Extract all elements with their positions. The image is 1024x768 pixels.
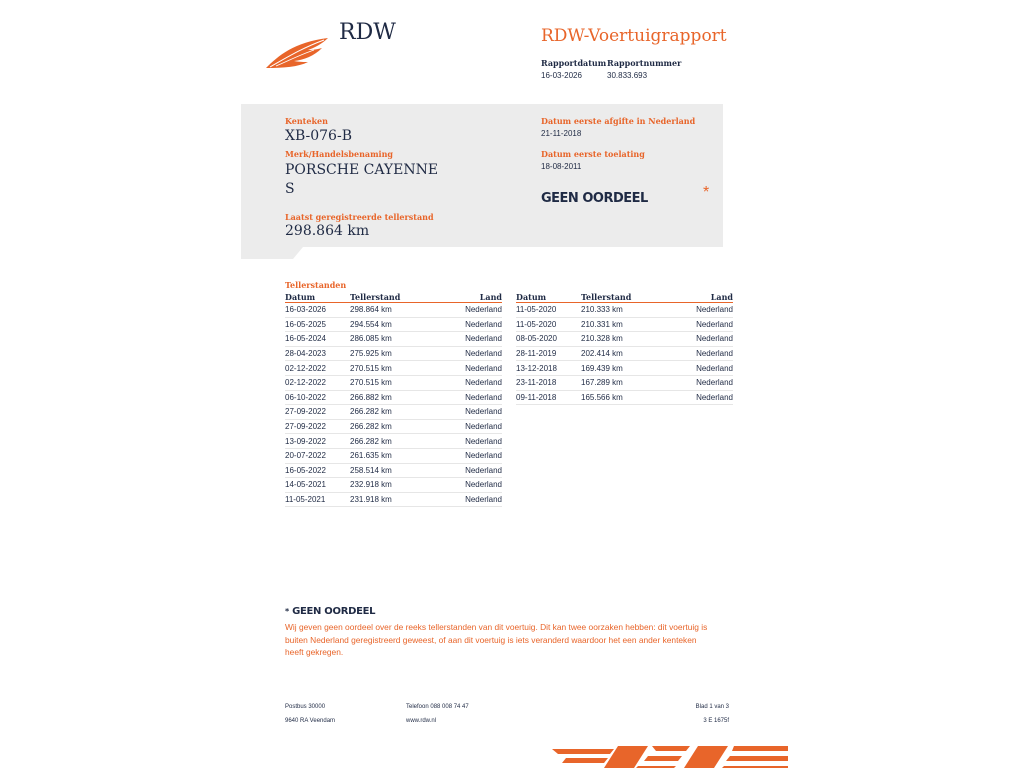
report-date-value: 16-03-2026 bbox=[541, 71, 582, 80]
cell-country: Nederland bbox=[696, 334, 733, 344]
cell-country: Nederland bbox=[465, 349, 502, 359]
make-label: Merk/Handelsbenaming bbox=[285, 149, 394, 159]
cell-country: Nederland bbox=[465, 407, 502, 417]
cell-odometer: 261.635 km bbox=[350, 451, 392, 461]
report-date-label: Rapportdatum bbox=[541, 58, 607, 68]
odometer-label: Laatst geregistreerde tellerstand bbox=[285, 212, 434, 222]
odometer-table-left bbox=[285, 292, 502, 507]
cell-country: Nederland bbox=[696, 319, 733, 329]
table-row bbox=[516, 376, 733, 391]
cell-country: Nederland bbox=[465, 465, 502, 475]
cell-odometer: 210.333 km bbox=[581, 305, 623, 315]
cell-odometer: 270.515 km bbox=[350, 378, 392, 388]
cell-date: 16-05-2025 bbox=[285, 319, 326, 329]
cell-odometer: 167.289 km bbox=[581, 378, 623, 388]
column-header-date: Datum bbox=[516, 292, 547, 302]
cell-odometer: 266.282 km bbox=[350, 407, 392, 417]
footer-page-number: Blad 1 van 3 bbox=[695, 704, 729, 710]
cell-date: 16-05-2022 bbox=[285, 465, 326, 475]
footer-address-line2: 9640 RA Veendam bbox=[285, 718, 336, 724]
cell-country: Nederland bbox=[465, 378, 502, 388]
first-nl-value: 21-11-2018 bbox=[541, 129, 582, 138]
table-row bbox=[285, 493, 502, 508]
table-row bbox=[285, 420, 502, 435]
cell-country: Nederland bbox=[465, 436, 502, 446]
table-header bbox=[285, 292, 502, 303]
footer-address-line1: Postbus 30000 bbox=[285, 704, 326, 710]
cell-country: Nederland bbox=[696, 349, 733, 359]
cell-date: 16-05-2024 bbox=[285, 334, 326, 344]
cell-country: Nederland bbox=[465, 480, 502, 490]
brand-name: RDW bbox=[339, 20, 396, 45]
table-row bbox=[285, 347, 502, 362]
table-row bbox=[516, 318, 733, 333]
cell-odometer: 210.331 km bbox=[581, 319, 623, 329]
cell-date: 02-12-2022 bbox=[285, 378, 326, 388]
cell-date: 13-09-2022 bbox=[285, 436, 326, 446]
cell-odometer: 286.085 km bbox=[350, 334, 392, 344]
odometer-value: 298.864 km bbox=[285, 223, 370, 239]
cell-country: Nederland bbox=[696, 392, 733, 402]
plate-value: XB-076-B bbox=[285, 128, 352, 144]
column-header-date: Datum bbox=[285, 292, 316, 302]
footer-website[interactable]: www.rdw.nl bbox=[406, 718, 437, 724]
rdw-stripes-decoration-icon bbox=[552, 746, 788, 768]
cell-odometer: 258.514 km bbox=[350, 465, 392, 475]
cell-date: 27-09-2022 bbox=[285, 422, 326, 432]
cell-country: Nederland bbox=[465, 363, 502, 373]
report-title: RDW-Voertuigrapport bbox=[541, 26, 727, 46]
table-row bbox=[285, 361, 502, 376]
cell-odometer: 202.414 km bbox=[581, 349, 623, 359]
cell-country: Nederland bbox=[465, 334, 502, 344]
cell-date: 11-05-2020 bbox=[516, 319, 557, 329]
cell-date: 09-11-2018 bbox=[516, 392, 557, 402]
column-header-country: Land bbox=[479, 292, 502, 302]
cell-odometer: 298.864 km bbox=[350, 305, 392, 315]
cell-country: Nederland bbox=[465, 392, 502, 402]
table-row bbox=[516, 332, 733, 347]
cell-country: Nederland bbox=[465, 305, 502, 315]
cell-date: 14-05-2021 bbox=[285, 480, 326, 490]
odometer-table-right bbox=[516, 292, 733, 405]
cell-odometer: 165.566 km bbox=[581, 392, 623, 402]
cell-country: Nederland bbox=[465, 495, 502, 505]
column-header-odometer: Tellerstand bbox=[581, 292, 632, 302]
footer-phone: Telefoon 088 008 74 47 bbox=[406, 704, 469, 710]
footnote-title bbox=[285, 606, 375, 617]
cell-odometer: 232.918 km bbox=[350, 480, 392, 490]
footnote-title-text: GEEN OORDEEL bbox=[292, 606, 376, 617]
make-value-line2: S bbox=[285, 181, 295, 197]
cell-date: 06-10-2022 bbox=[285, 392, 326, 402]
footnote-text: Wij geven geen oordeel over de reeks tellerstanden van dit voertuig. Dit kan twee oorzaken hebben: dit voertuig is buiten Nederland geregistreerd geweest, of aan dit voertuig is iets veranderd waardoor het een ander kenteken heeft gekregen. bbox=[285, 622, 708, 658]
make-value-line1: PORSCHE CAYENNE bbox=[285, 162, 439, 178]
report-number-value: 30.833.693 bbox=[607, 71, 648, 80]
table-row bbox=[285, 303, 502, 318]
odometer-section-title: Tellerstanden bbox=[285, 280, 347, 290]
table-row bbox=[516, 391, 733, 406]
table-row bbox=[285, 332, 502, 347]
column-header-country: Land bbox=[710, 292, 733, 302]
cell-odometer: 169.439 km bbox=[581, 363, 623, 373]
first-nl-label: Datum eerste afgifte in Nederland bbox=[541, 116, 696, 126]
cell-odometer: 275.925 km bbox=[350, 349, 392, 359]
table-row bbox=[516, 303, 733, 318]
table-row bbox=[285, 449, 502, 464]
footnote-marker: * bbox=[285, 607, 289, 616]
cell-odometer: 266.882 km bbox=[350, 392, 392, 402]
report-number-label: Rapportnummer bbox=[607, 58, 682, 68]
cell-country: Nederland bbox=[696, 378, 733, 388]
verdict-text: GEEN OORDEEL bbox=[541, 191, 648, 206]
first-admission-value: 18-08-2011 bbox=[541, 162, 582, 171]
cell-date: 02-12-2022 bbox=[285, 363, 326, 373]
cell-odometer: 231.918 km bbox=[350, 495, 392, 505]
cell-country: Nederland bbox=[465, 422, 502, 432]
cell-date: 11-05-2020 bbox=[516, 305, 557, 315]
cell-country: Nederland bbox=[465, 319, 502, 329]
table-header bbox=[516, 292, 733, 303]
cell-odometer: 266.282 km bbox=[350, 422, 392, 432]
first-admission-label: Datum eerste toelating bbox=[541, 149, 645, 159]
cell-date: 23-11-2018 bbox=[516, 378, 557, 388]
column-header-odometer: Tellerstand bbox=[350, 292, 401, 302]
table-row bbox=[516, 347, 733, 362]
cell-odometer: 266.282 km bbox=[350, 436, 392, 446]
cell-date: 20-07-2022 bbox=[285, 451, 326, 461]
cell-country: Nederland bbox=[465, 451, 502, 461]
plate-label: Kenteken bbox=[285, 116, 328, 126]
table-row bbox=[285, 376, 502, 391]
cell-date: 08-05-2020 bbox=[516, 334, 557, 344]
cell-date: 16-03-2026 bbox=[285, 305, 326, 315]
cell-date: 13-12-2018 bbox=[516, 363, 557, 373]
cell-odometer: 210.328 km bbox=[581, 334, 623, 344]
cell-date: 28-11-2019 bbox=[516, 349, 557, 359]
table-row bbox=[285, 318, 502, 333]
panel-tab-decoration bbox=[241, 247, 303, 259]
cell-odometer: 294.554 km bbox=[350, 319, 392, 329]
cell-country: Nederland bbox=[696, 305, 733, 315]
table-row bbox=[285, 405, 502, 420]
table-row bbox=[285, 464, 502, 479]
cell-date: 28-04-2023 bbox=[285, 349, 326, 359]
table-row bbox=[285, 478, 502, 493]
cell-country: Nederland bbox=[696, 363, 733, 373]
rdw-feather-logo-icon bbox=[264, 34, 330, 70]
table-row bbox=[285, 434, 502, 449]
table-row bbox=[285, 391, 502, 406]
footer-code: 3 E 1675f bbox=[703, 718, 729, 724]
verdict-asterisk: * bbox=[703, 184, 710, 201]
cell-date: 27-09-2022 bbox=[285, 407, 326, 417]
cell-date: 11-05-2021 bbox=[285, 495, 326, 505]
cell-odometer: 270.515 km bbox=[350, 363, 392, 373]
table-row bbox=[516, 361, 733, 376]
